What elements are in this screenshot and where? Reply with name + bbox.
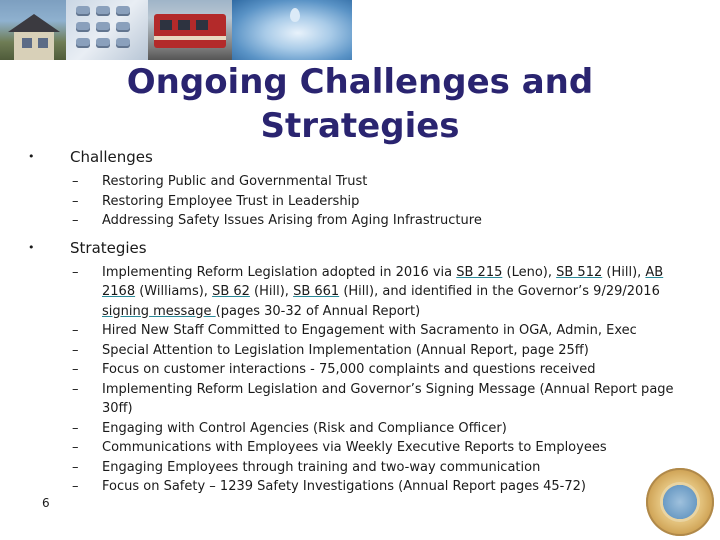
list-item: – Addressing Safety Issues Arising from Aging Infrastructure (72, 213, 482, 228)
list-item: – Special Attention to Legislation Implementation (Annual Report, page 25ff) (72, 342, 589, 358)
list-item: – Focus on Safety – 1239 Safety Investigations (Annual Report pages 45-72) (72, 479, 586, 494)
list-item: – Restoring Employee Trust in Leadership (72, 193, 360, 209)
list-item: – Restoring Public and Governmental Trust (72, 174, 368, 189)
bullet-icon: • (28, 240, 35, 254)
keypad-photo (66, 0, 148, 60)
ab-2168-link[interactable]: AB 2168 (102, 264, 664, 299)
challenges-bullet (28, 146, 708, 168)
sb-62-link[interactable]: SB 62 (212, 284, 250, 299)
strategies-heading: Strategies (70, 238, 147, 257)
signing-message-link[interactable]: signing message (102, 303, 216, 319)
list-item: – Implementing Reform Legislation adopted in 2016 via SB 215 (Leno), SB 512 (Hill), AB 2168 (Williams), SB 62 (Hill), SB 661 (Hill), and identified in the Governor’s 9/29/2016 signing message (pages 30-32 of Annual Report) (72, 264, 664, 319)
slide-title: Ongoing Challenges and Strategies (126, 62, 594, 146)
sb-512-link[interactable]: SB 512 (556, 264, 603, 280)
sb-215-link[interactable]: SB 215 (456, 264, 503, 280)
header-photo-banner (0, 0, 352, 60)
list-item: – Implementing Reform Legislation and Governor’s Signing Message (Annual Report page 30ff) (72, 381, 674, 416)
list-item: – Focus on customer interactions - 75,000 complaints and questions received (72, 362, 596, 377)
list-item: – Engaging with Control Agencies (Risk and Compliance Officer) (72, 420, 507, 436)
strategies-bullet (28, 237, 708, 259)
house-solar-photo (0, 0, 66, 60)
slide-body (28, 146, 708, 497)
list-item: – Communications with Employees via Weekly Executive Reports to Employees (72, 440, 607, 455)
train-photo (148, 0, 232, 60)
page-number: 6 (42, 496, 50, 510)
challenges-list (28, 172, 708, 231)
list-item: – Hired New Staff Committed to Engagement with Sacramento in OGA, Admin, Exec (72, 323, 637, 338)
strategies-list (28, 263, 708, 497)
bullet-icon: • (28, 150, 35, 163)
sb-661-link[interactable]: SB 661 (293, 284, 340, 299)
water-drop-photo (232, 0, 352, 60)
cpuc-seal-icon (646, 468, 714, 536)
challenges-heading: Challenges (70, 148, 153, 166)
list-item: – Engaging Employees through training and two-way communication (72, 459, 541, 475)
